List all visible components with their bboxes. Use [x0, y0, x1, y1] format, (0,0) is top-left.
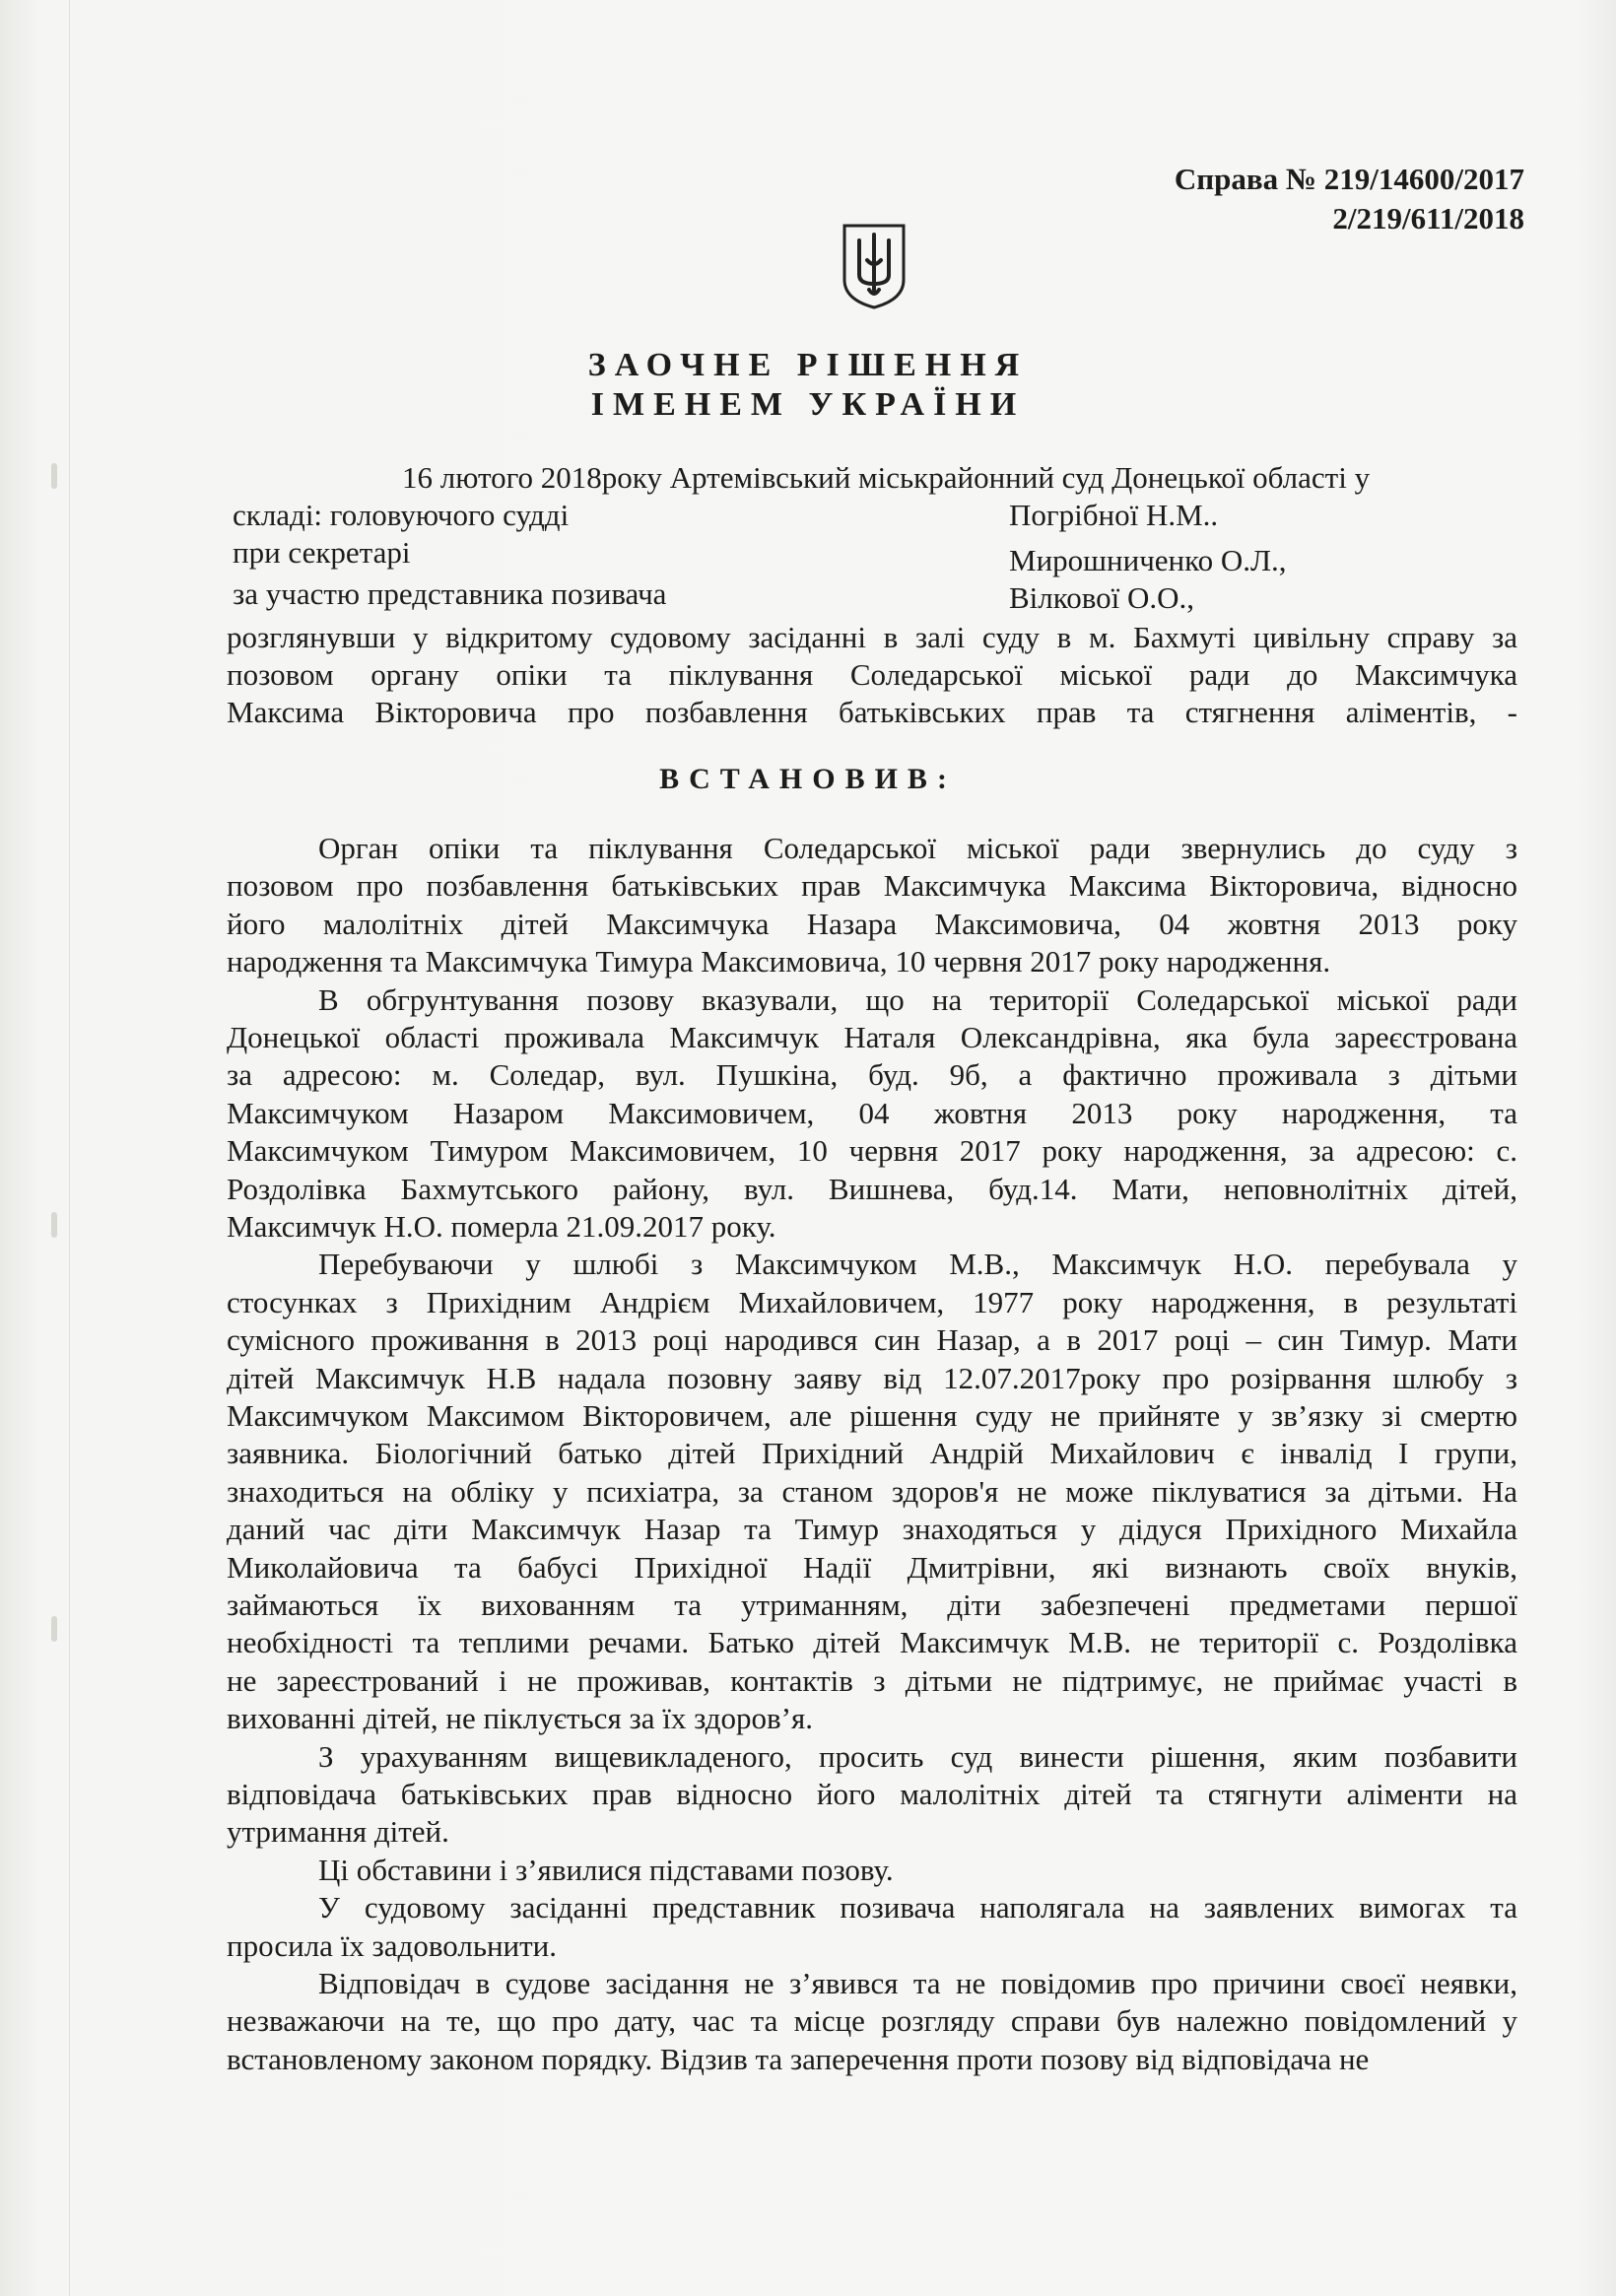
body-line: не зареєстрований і не проживав, контактів з дітьми не підтримує, не приймає участі в	[227, 1662, 1517, 1698]
binding-edge	[0, 0, 70, 2296]
body-line: стосунках з Прихідним Андрієм Михайловичем, 1977 року народження, в результаті	[227, 1284, 1517, 1319]
body-line: У судовому засіданні представник позивача наполягала на заявлених вимогах та	[227, 1890, 1517, 1925]
body-line: необхідності та теплими речами. Батько дітей Максимчук М.В. не території с. Роздолівка	[227, 1625, 1517, 1660]
body-line: Максимчуком Тимуром Максимовичем, 10 червня 2017 року народження, за адресою: с.	[227, 1133, 1517, 1169]
body-line: знаходиться на обліку у психіатра, за станом здоров'я не може піклуватися за дітьми. На	[227, 1473, 1517, 1509]
intro-line: Максима Вікторовича про позбавлення батьківських прав та стягнення аліментів, -	[227, 695, 1517, 729]
body-line: просила їх задовольнити.	[227, 1927, 558, 1963]
body-line: Відповідач в судове засідання не з’явився та не повідомив про причини своєї неявки,	[227, 1966, 1517, 2000]
stitch-mark	[51, 463, 57, 489]
representative-label: за участю представника позивача	[233, 576, 667, 611]
body-line: заявника. Біологічний батько дітей Прихідний Андрій Михайлович є інвалід І групи,	[227, 1436, 1517, 1471]
intro-line: розглянувши у відкритому судовому засіданні в залі суду в м. Бахмуті цивільну справу за	[227, 620, 1517, 654]
body-line: відповідача батьківських прав відносно його малолітніх дітей та стягнути аліменти на	[227, 1777, 1517, 1811]
body-line: встановленому законом порядку. Відзив та заперечення проти позову від відповідача не	[227, 2041, 1370, 2076]
trident-emblem-icon	[840, 221, 909, 311]
body-line: Ці обставини і з’явилися підставами позову.	[227, 1852, 894, 1887]
body-line: Роздолівка Бахмутського району, вул. Вишнева, буд.14. Мати, неповнолітніх дітей,	[227, 1171, 1517, 1206]
judge-name: Погрібної Н.М..	[1009, 498, 1219, 532]
body-line: дітей Максимчук Н.В надала позовну заяву від 12.07.2017року про розірвання шлюбу з	[227, 1360, 1517, 1395]
body-line: Донецької області проживала Максимчук Наталя Олександрівна, яка була зареєстрована	[227, 1020, 1517, 1054]
body-line: незважаючи на те, що про дату, час та місце розгляду справи був належно повідомлений у	[227, 2003, 1517, 2039]
body-line: Перебуваючи у шлюбі з Максимчуком М.В., Максимчук Н.О. перебувала у	[227, 1247, 1517, 1282]
body-line: Максимчуком Назаром Максимовичем, 04 жовтня 2013 року народження, та	[227, 1095, 1517, 1130]
body-line: його малолітніх дітей Максимчука Назара Максимовича, 04 жовтня 2013 року	[227, 906, 1517, 941]
case-sub-number: 2/219/611/2018	[1332, 201, 1524, 236]
body-line: Миколайовича та бабусі Прихідної Надії Дмитрівни, які визнають своїх внуків,	[227, 1549, 1517, 1585]
body-line: вихованні дітей, не піклується за їх здоров’я.	[227, 1701, 813, 1736]
stitch-mark	[51, 1616, 57, 1642]
case-number-block	[1175, 160, 1524, 238]
document-title: ЗАОЧНЕ РІШЕННЯ	[587, 347, 1029, 383]
body-line: позовом про позбавлення батьківських прав Максимчука Максима Вікторовича, відносно	[227, 868, 1517, 904]
body-line: за адресою: м. Соледар, вул. Пушкіна, буд. 9б, а фактично проживала з дітьми	[227, 1057, 1517, 1093]
judge-label: складі: головуючого судді	[233, 498, 570, 532]
body-line: утримання дітей.	[227, 1814, 449, 1850]
body-line: сумісного проживання в 2013 році народився син Назар, а в 2017 році – син Тимур. Мати	[227, 1322, 1517, 1358]
body-line: займаються їх вихованням та утриманням, діти забезпечені предметами першої	[227, 1587, 1517, 1622]
intro-line: позовом органу опіки та піклування Соледарської міської ради до Максимчука	[227, 657, 1517, 692]
secretary-name: Мирошниченко О.Л.,	[1009, 543, 1287, 577]
section-heading: ВСТАНОВИВ:	[659, 763, 957, 795]
date-line: 16 лютого 2018року Артемівський міськрайонний суд Донецької області у	[402, 460, 1371, 495]
body-line: З урахуванням вищевикладеного, просить суд винести рішення, яким позбавити	[227, 1738, 1517, 1774]
document-subtitle: ІМЕНЕМ УКРАЇНИ	[590, 386, 1026, 423]
body-line: народження та Максимчука Тимура Максимовича, 10 червня 2017 року народження.	[227, 944, 1331, 979]
body-line: Максимчуком Максимом Вікторовичем, але рішення суду не прийняте у зв’язку зі смертю	[227, 1398, 1517, 1433]
body-line: даний час діти Максимчук Назар та Тимур знаходяться у дідуся Прихідного Михайла	[227, 1512, 1517, 1547]
case-number: Справа № 219/14600/2017	[1174, 162, 1524, 196]
stitch-mark	[51, 1212, 57, 1238]
body-line: В обгрунтування позову вказували, що на території Соледарської міської ради	[227, 981, 1517, 1017]
body-line: Орган опіки та піклування Соледарської міської ради звернулись до суду з	[227, 831, 1517, 865]
body-line: Максимчук Н.О. померла 21.09.2017 року.	[227, 1209, 776, 1244]
representative-name: Вілкової О.О.,	[1009, 580, 1195, 615]
secretary-label: при секретарі	[233, 535, 411, 570]
